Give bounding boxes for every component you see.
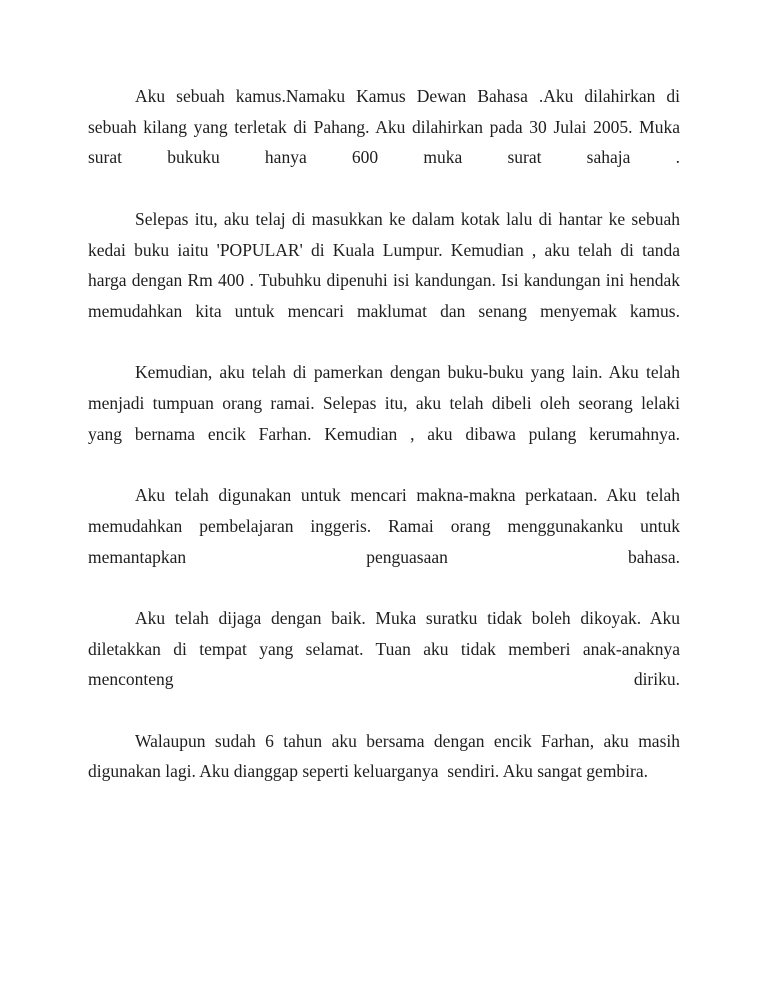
essay-text bbox=[88, 81, 680, 787]
text-line: Selepas itu, aku telaj di masukkan ke dalam kotak lalu di hantar ke sebuah bbox=[135, 208, 680, 229]
text-line: menjadi tumpuan orang ramai. Selepas itu, aku telah dibeli oleh seorang lelaki bbox=[88, 393, 680, 413]
text-line: memantapkan penguasaan bahasa. bbox=[88, 546, 680, 567]
text-line: Kemudian, aku telah di pamerkan dengan buku-buku yang lain. Aku telah bbox=[135, 362, 680, 383]
text-line: sebuah kilang yang terletak di Pahang. Aku dilahirkan pada 30 Julai 2005. Muka bbox=[88, 116, 680, 137]
text-line: diletakkan di tempat yang selamat. Tuan aku tidak memberi anak-anaknya bbox=[88, 638, 680, 659]
text-line: harga dengan Rm 400 . Tubuhku dipenuhi isi kandungan. Isi kandungan ini hendak bbox=[88, 270, 680, 291]
text-line: memudahkan kita untuk mencari maklumat dan senang menyemak kamus. bbox=[88, 300, 680, 321]
paragraph bbox=[88, 603, 680, 695]
text-line: Aku telah dijaga dengan baik. Muka suratku tidak boleh dikoyak. Aku bbox=[135, 607, 680, 628]
paragraph bbox=[88, 480, 680, 572]
text-line: Walaupun sudah 6 tahun aku bersama dengan encik Farhan, aku masih bbox=[135, 730, 680, 751]
paragraph bbox=[88, 726, 680, 787]
text-line: memudahkan pembelajaran inggeris. Ramai orang menggunakanku untuk bbox=[88, 515, 680, 536]
paragraph bbox=[88, 204, 680, 327]
text-line: menconteng diriku. bbox=[88, 669, 680, 690]
text-line: digunakan lagi. Aku dianggap seperti keluarganya sendiri. Aku sangat gembira. bbox=[88, 761, 649, 782]
text-line: Aku sebuah kamus.Namaku Kamus Dewan Bahasa .Aku dilahirkan di bbox=[135, 86, 680, 106]
paragraph bbox=[88, 357, 680, 449]
text-line: kedai buku iaitu 'POPULAR' di Kuala Lumpur. Kemudian , aku telah di tanda bbox=[88, 239, 680, 260]
paragraph bbox=[88, 81, 680, 173]
text-line: yang bernama encik Farhan. Kemudian , aku dibawa pulang kerumahnya. bbox=[88, 423, 680, 444]
text-line: Aku telah digunakan untuk mencari makna-makna perkataan. Aku telah bbox=[135, 485, 680, 506]
text-line: surat bukuku hanya 600 muka surat sahaja . bbox=[88, 147, 680, 168]
